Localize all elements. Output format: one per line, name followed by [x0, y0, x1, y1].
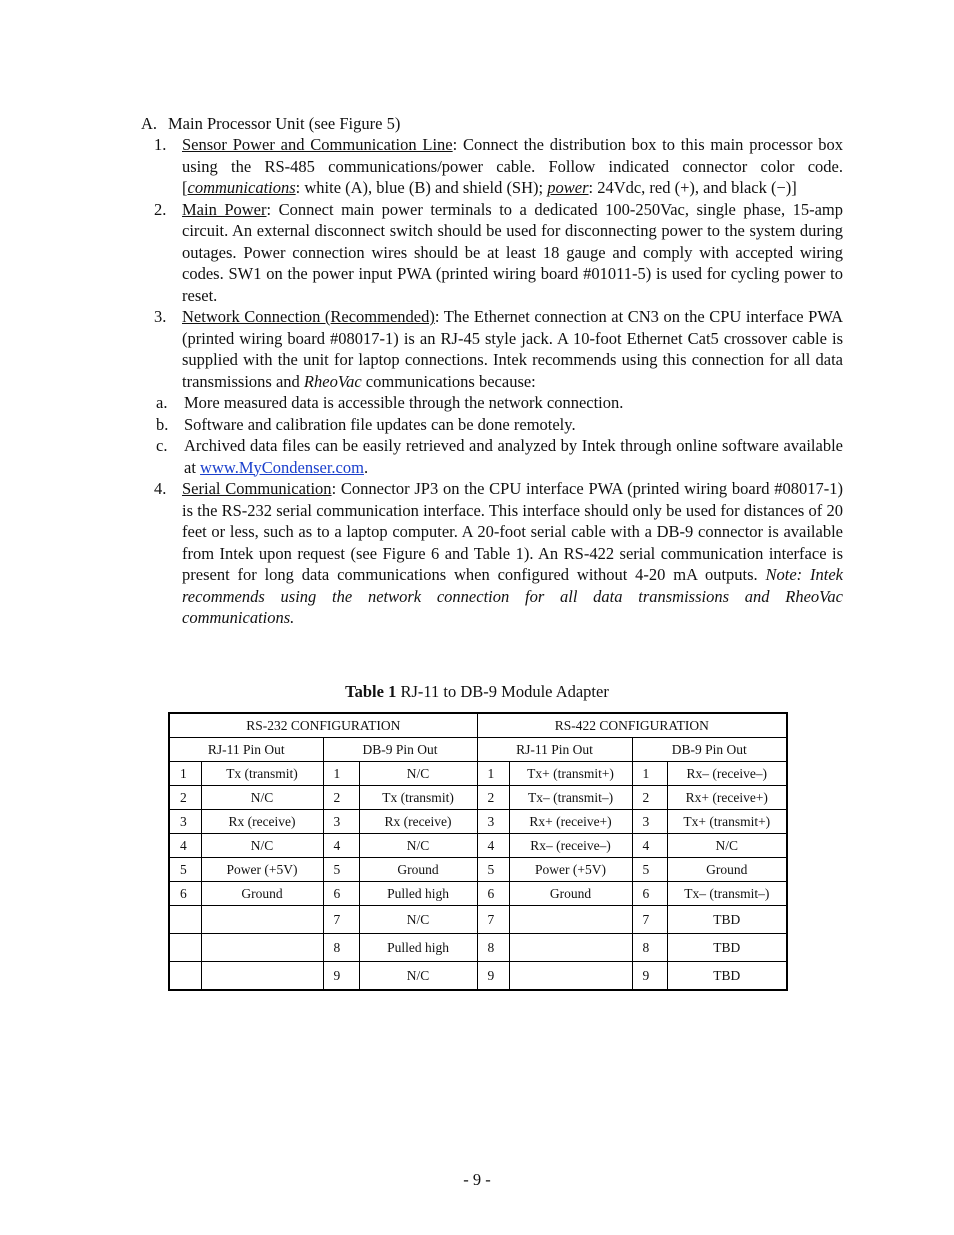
pin-signal-cell: Tx (transmit) — [201, 762, 323, 786]
pin-signal-cell — [509, 906, 632, 934]
table-row — [169, 834, 787, 858]
item-text: communications because: — [361, 371, 536, 391]
sub-item — [141, 392, 843, 414]
item-number: 4. — [154, 479, 167, 498]
item-text: : white (A), blue (B) and shield (SH); — [295, 178, 548, 197]
table-caption-title: RJ-11 to DB-9 Module Adapter — [396, 682, 609, 701]
sub-item-text: Archived data files can be easily retrieved and analyzed by Intek through online software available at — [184, 436, 843, 477]
pin-number-cell: 1 — [632, 762, 667, 786]
pin-number-cell: 2 — [169, 786, 201, 810]
pin-number-cell: 4 — [169, 834, 201, 858]
item-heading: Main Power — [182, 199, 267, 219]
section-title: Main Processor Unit (see Figure 5) — [168, 114, 401, 133]
pin-number-cell: 9 — [632, 962, 667, 991]
pin-number-cell: 4 — [632, 834, 667, 858]
pin-number-cell: 7 — [632, 906, 667, 934]
sub-item-text: Software and calibration file updates can be done remotely. — [184, 414, 576, 434]
table-row — [169, 882, 787, 906]
table-caption — [168, 681, 786, 702]
table-row — [169, 786, 787, 810]
item-text: : 24Vdc, red (+), and black (−)] — [588, 178, 797, 197]
pin-signal-cell: Power (+5V) — [509, 858, 632, 882]
pin-signal-cell: Rx+ (receive+) — [667, 786, 787, 810]
pin-signal-cell: Ground — [201, 882, 323, 906]
pin-signal-cell: N/C — [201, 786, 323, 810]
column-group-header: RS-422 CONFIGURATION — [477, 713, 787, 738]
list-item-serial-communication — [141, 478, 843, 629]
mycondenser-link[interactable]: www.MyCondenser.com — [200, 457, 364, 477]
pin-signal-cell: Rx– (receive–) — [509, 834, 632, 858]
pin-number-cell: 3 — [323, 810, 359, 834]
item-heading: Network Connection (Recommended) — [182, 307, 435, 326]
sub-item-letter: c. — [156, 436, 168, 455]
item-number: 3. — [154, 307, 167, 326]
pin-signal-cell: Ground — [359, 858, 477, 882]
pin-signal-cell: Tx (transmit) — [359, 786, 477, 810]
item-number: 1. — [154, 135, 167, 154]
page-number: - 9 - — [463, 1170, 491, 1189]
pin-number-cell: 4 — [477, 834, 509, 858]
table-row — [169, 858, 787, 882]
pin-signal-cell — [509, 962, 632, 991]
item-note: Note: Intek recommends using the network connection for all data transmissions and RheoVac communications. — [182, 565, 843, 627]
pin-number-cell — [169, 962, 201, 991]
column-header: RJ-11 Pin Out — [169, 738, 323, 762]
table-row — [169, 762, 787, 786]
pin-number-cell: 5 — [477, 858, 509, 882]
table-caption-label: Table 1 — [345, 682, 397, 701]
sub-item-tail: . — [363, 457, 369, 477]
table-row — [169, 810, 787, 834]
sub-item-letter: a. — [156, 393, 168, 412]
item-emphasis: RheoVac — [303, 371, 362, 391]
pin-signal-cell: N/C — [359, 962, 477, 991]
sub-item-text: More measured data is accessible through the network connection. — [184, 393, 624, 412]
pin-number-cell: 1 — [169, 762, 201, 786]
item-number: 2. — [154, 199, 167, 219]
pin-number-cell: 3 — [477, 810, 509, 834]
pinout-table — [168, 712, 788, 991]
item-text: : Connect the distribution box to this main processor box using the RS-485 communications/power cable. Follow indicated connector color code. [ — [182, 135, 843, 197]
item-heading: Serial Communication — [182, 479, 332, 498]
pin-signal-cell: Ground — [509, 882, 632, 906]
pin-signal-cell — [509, 934, 632, 962]
pin-number-cell: 5 — [632, 858, 667, 882]
sub-item-letter: b. — [156, 414, 169, 434]
pin-number-cell: 2 — [477, 786, 509, 810]
pin-number-cell: 9 — [477, 962, 509, 991]
pin-number-cell: 3 — [169, 810, 201, 834]
pin-number-cell: 2 — [323, 786, 359, 810]
item-text: : The Ethernet connection at CN3 on the CPU interface PWA (printed wiring board #08017-1) is an RJ-45 style jack. A 10-foot Ethernet Cat5 crossover cable is supplied with the unit for laptop connections. Intek recommends using this connection for all data transmissions and — [182, 307, 843, 391]
item-heading: Sensor Power and Communication Line — [182, 135, 453, 154]
pin-number-cell: 6 — [323, 882, 359, 906]
table-row — [169, 962, 787, 991]
list-item-main-power — [141, 199, 843, 307]
numbered-list — [141, 134, 843, 629]
pin-signal-cell: N/C — [667, 834, 787, 858]
pin-number-cell: 5 — [169, 858, 201, 882]
pin-signal-cell: TBD — [667, 934, 787, 962]
pin-number-cell: 6 — [632, 882, 667, 906]
pin-number-cell: 6 — [477, 882, 509, 906]
table-sub-header-row — [169, 738, 787, 762]
list-item-sensor-power — [141, 134, 843, 199]
pin-signal-cell — [201, 934, 323, 962]
pin-signal-cell: Rx+ (receive+) — [509, 810, 632, 834]
column-header: DB-9 Pin Out — [632, 738, 787, 762]
item-text: : Connector JP3 on the CPU interface PWA (printed wiring board #08017-1) is the RS-232 serial communication interface. This interface should only be used for distances of 20 feet or less, such as to a laptop computer. A 20-foot serial cable with a DB-9 connector is available from Intek upon request (see Figure 6 and Table 1). An RS-422 serial communication interface is present for long data communications when configured without 4-20 mA outputs. — [182, 479, 843, 584]
pin-signal-cell: Tx– (transmit–) — [509, 786, 632, 810]
pin-signal-cell: Tx+ (transmit+) — [509, 762, 632, 786]
section-marker: A. — [141, 114, 158, 133]
pin-number-cell: 3 — [632, 810, 667, 834]
sub-item — [141, 435, 843, 478]
pin-signal-cell: Rx– (receive–) — [667, 762, 787, 786]
pin-number-cell: 7 — [477, 906, 509, 934]
pin-number-cell: 5 — [323, 858, 359, 882]
pin-signal-cell: Tx+ (transmit+) — [667, 810, 787, 834]
pin-number-cell: 8 — [632, 934, 667, 962]
pin-signal-cell: N/C — [359, 834, 477, 858]
pin-signal-cell — [201, 962, 323, 991]
pin-number-cell — [169, 934, 201, 962]
item-emphasis: communications — [187, 178, 296, 197]
pin-signal-cell: Rx (receive) — [201, 810, 323, 834]
item-emphasis: power — [547, 178, 589, 197]
pin-signal-cell: Pulled high — [359, 934, 477, 962]
column-header: DB-9 Pin Out — [323, 738, 477, 762]
pin-signal-cell: N/C — [201, 834, 323, 858]
pin-number-cell: 6 — [169, 882, 201, 906]
item-text: : Connect main power terminals to a dedicated 100-250Vac, single phase, 15-amp circuit. An external disconnect switch should be used for disconnecting power to the system during outages. Power connection wires should be at least 18 gauge and comply with accepted wiring codes. SW1 on the power input PWA (printed wiring board #01011-5) is used for cycling power to reset. — [182, 199, 843, 305]
sub-item — [141, 414, 843, 436]
column-group-header: RS-232 CONFIGURATION — [169, 713, 477, 738]
pin-signal-cell: Rx (receive) — [359, 810, 477, 834]
pin-number-cell: 8 — [323, 934, 359, 962]
pin-number-cell: 8 — [477, 934, 509, 962]
list-item-network-connection — [141, 306, 843, 392]
pin-signal-cell: Pulled high — [359, 882, 477, 906]
column-header: RJ-11 Pin Out — [477, 738, 632, 762]
pin-number-cell: 1 — [477, 762, 509, 786]
pin-signal-cell: Power (+5V) — [201, 858, 323, 882]
pin-signal-cell: N/C — [359, 906, 477, 934]
section-heading — [141, 113, 400, 135]
pin-signal-cell: Tx– (transmit–) — [667, 882, 787, 906]
pin-number-cell: 2 — [632, 786, 667, 810]
pin-signal-cell: TBD — [667, 962, 787, 991]
pin-number-cell: 1 — [323, 762, 359, 786]
pin-signal-cell: TBD — [667, 906, 787, 934]
pin-signal-cell: Ground — [667, 858, 787, 882]
pin-number-cell: 7 — [323, 906, 359, 934]
pin-number-cell — [169, 906, 201, 934]
pin-number-cell: 4 — [323, 834, 359, 858]
table-row — [169, 906, 787, 934]
pin-number-cell: 9 — [323, 962, 359, 991]
pin-signal-cell — [201, 906, 323, 934]
table-group-header-row — [169, 713, 787, 738]
table-row — [169, 934, 787, 962]
pin-signal-cell: N/C — [359, 762, 477, 786]
